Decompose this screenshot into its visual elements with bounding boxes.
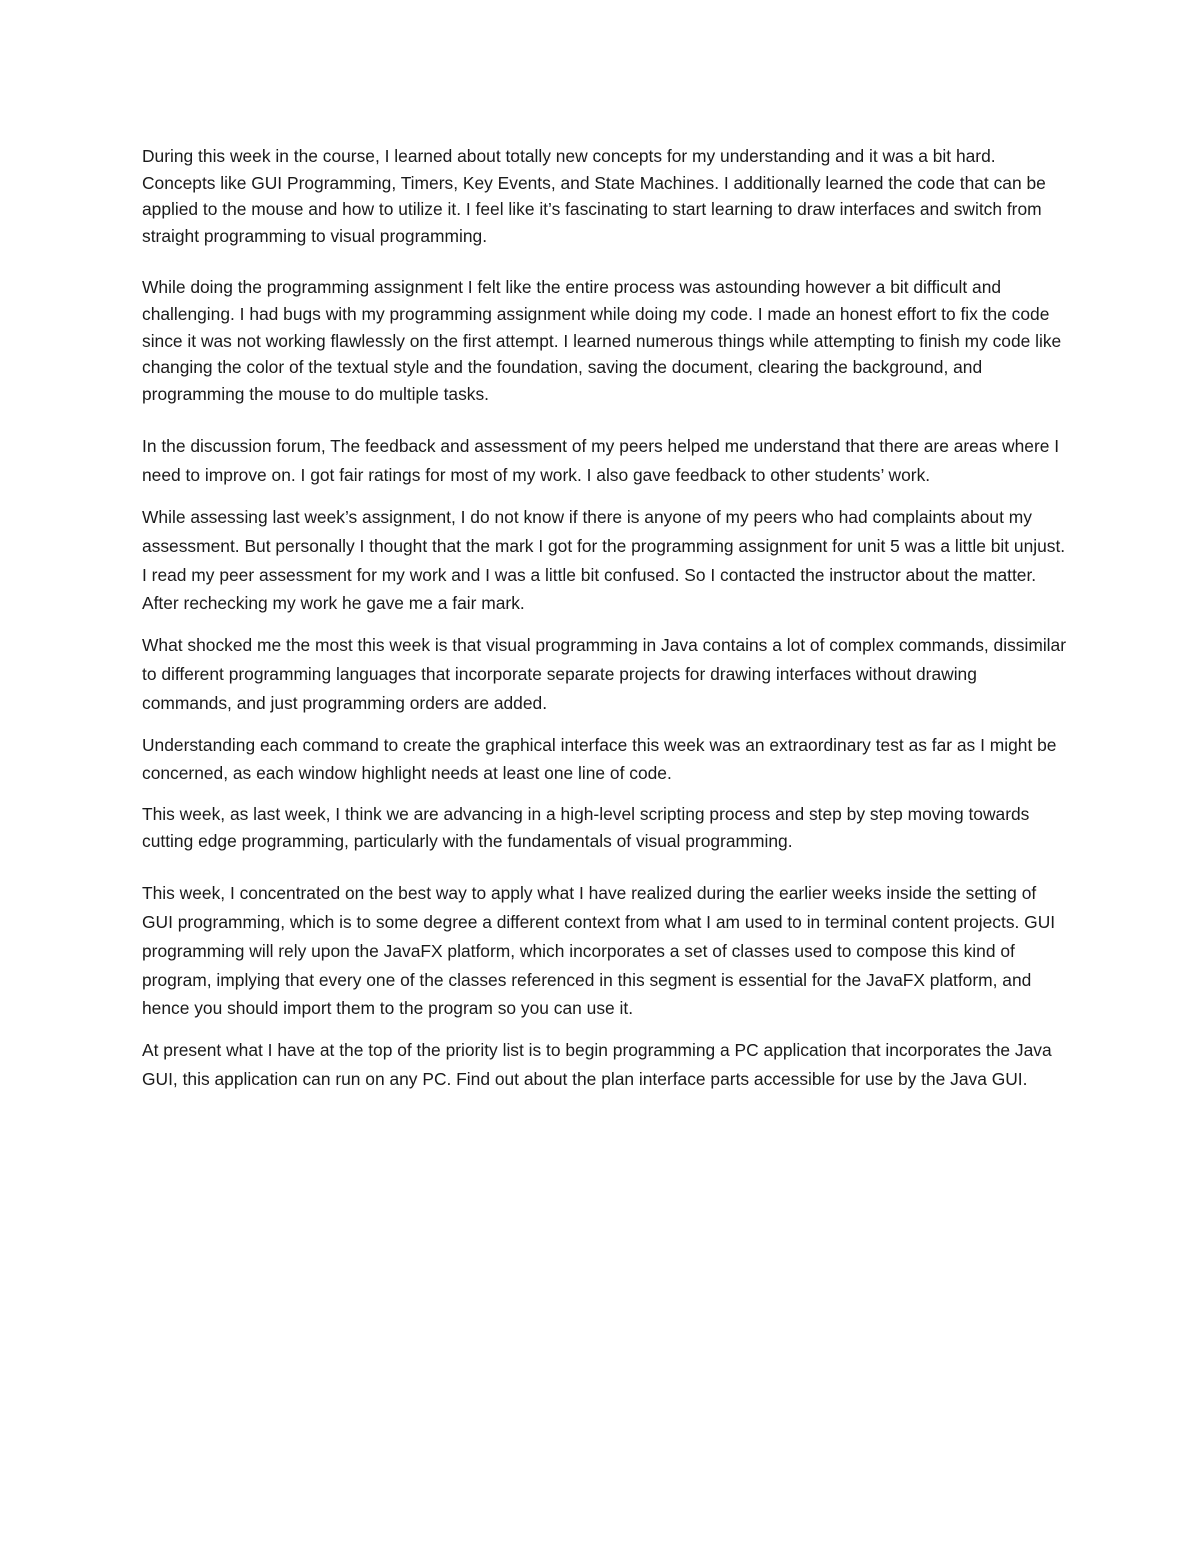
paragraph-1: During this week in the course, I learned about totally new concepts for my understanding and it was a bit hard. Concepts like GUI Programming, Timers, Key Events, and State Machines. I additionally learned the code that can be applied to the mouse and how to utilize it. I feel like it’s fascinating to start learning to draw interfaces and switch from straight programming to visual programming. bbox=[142, 146, 1046, 246]
paragraph-3: In the discussion forum, The feedback and assessment of my peers helped me understand that there are areas where I need to improve on. I got fair ratings for most of my work. I also gave feedback to other students’ work. bbox=[142, 436, 1060, 486]
paragraph-6: Understanding each command to create the graphical interface this week was an extraordinary test as far as I might be concerned, as each window highlight needs at least one line of code. bbox=[142, 734, 1057, 784]
paragraph-7: This week, as last week, I think we are advancing in a high-level scripting process and step by step moving towards cutting edge programming, particularly with the fundamentals of visual programming. bbox=[142, 804, 1030, 851]
paragraph-5: What shocked me the most this week is that visual programming in Java contains a lot of complex commands, dissimilar to different programming languages that incorporate separate projects for drawing interfaces without drawing commands, and just programming orders are added. bbox=[142, 635, 1067, 713]
paragraph-9: At present what I have at the top of the priority list is to begin programming a PC application that incorporates the Java GUI, this application can run on any PC. Find out about the plan interface parts accessible for use by the Java GUI. bbox=[142, 1040, 1052, 1090]
paragraph-2: While doing the programming assignment I felt like the entire process was astounding however a bit difficult and challenging. I had bugs with my programming assignment while doing my code. I made an honest effort to fix the code since it was not working flawlessly on the first attempt. I learned numerous things while attempting to finish my code like changing the color of the textual style and the foundation, saving the document, clearing the background, and programming the mouse to do multiple tasks. bbox=[142, 277, 1062, 404]
document-body bbox=[142, 143, 1067, 1094]
paragraph-8: This week, I concentrated on the best way to apply what I have realized during the earlier weeks inside the setting of GUI programming, which is to some degree a different context from what I am used to in terminal content projects. GUI programming will rely upon the JavaFX platform, which incorporates a set of classes used to compose this kind of program, implying that every one of the classes referenced in this segment is essential for the JavaFX platform, and hence you should import them to the program so you can use it. bbox=[142, 883, 1056, 1019]
paragraph-4: While assessing last week’s assignment, I do not know if there is anyone of my peers who had complaints about my assessment. But personally I thought that the mark I got for the programming assignment for unit 5 was a little bit unjust. I read my peer assessment for my work and I was a little bit confused. So I contacted the instructor about the matter. After rechecking my work he gave me a fair mark. bbox=[142, 506, 1066, 614]
